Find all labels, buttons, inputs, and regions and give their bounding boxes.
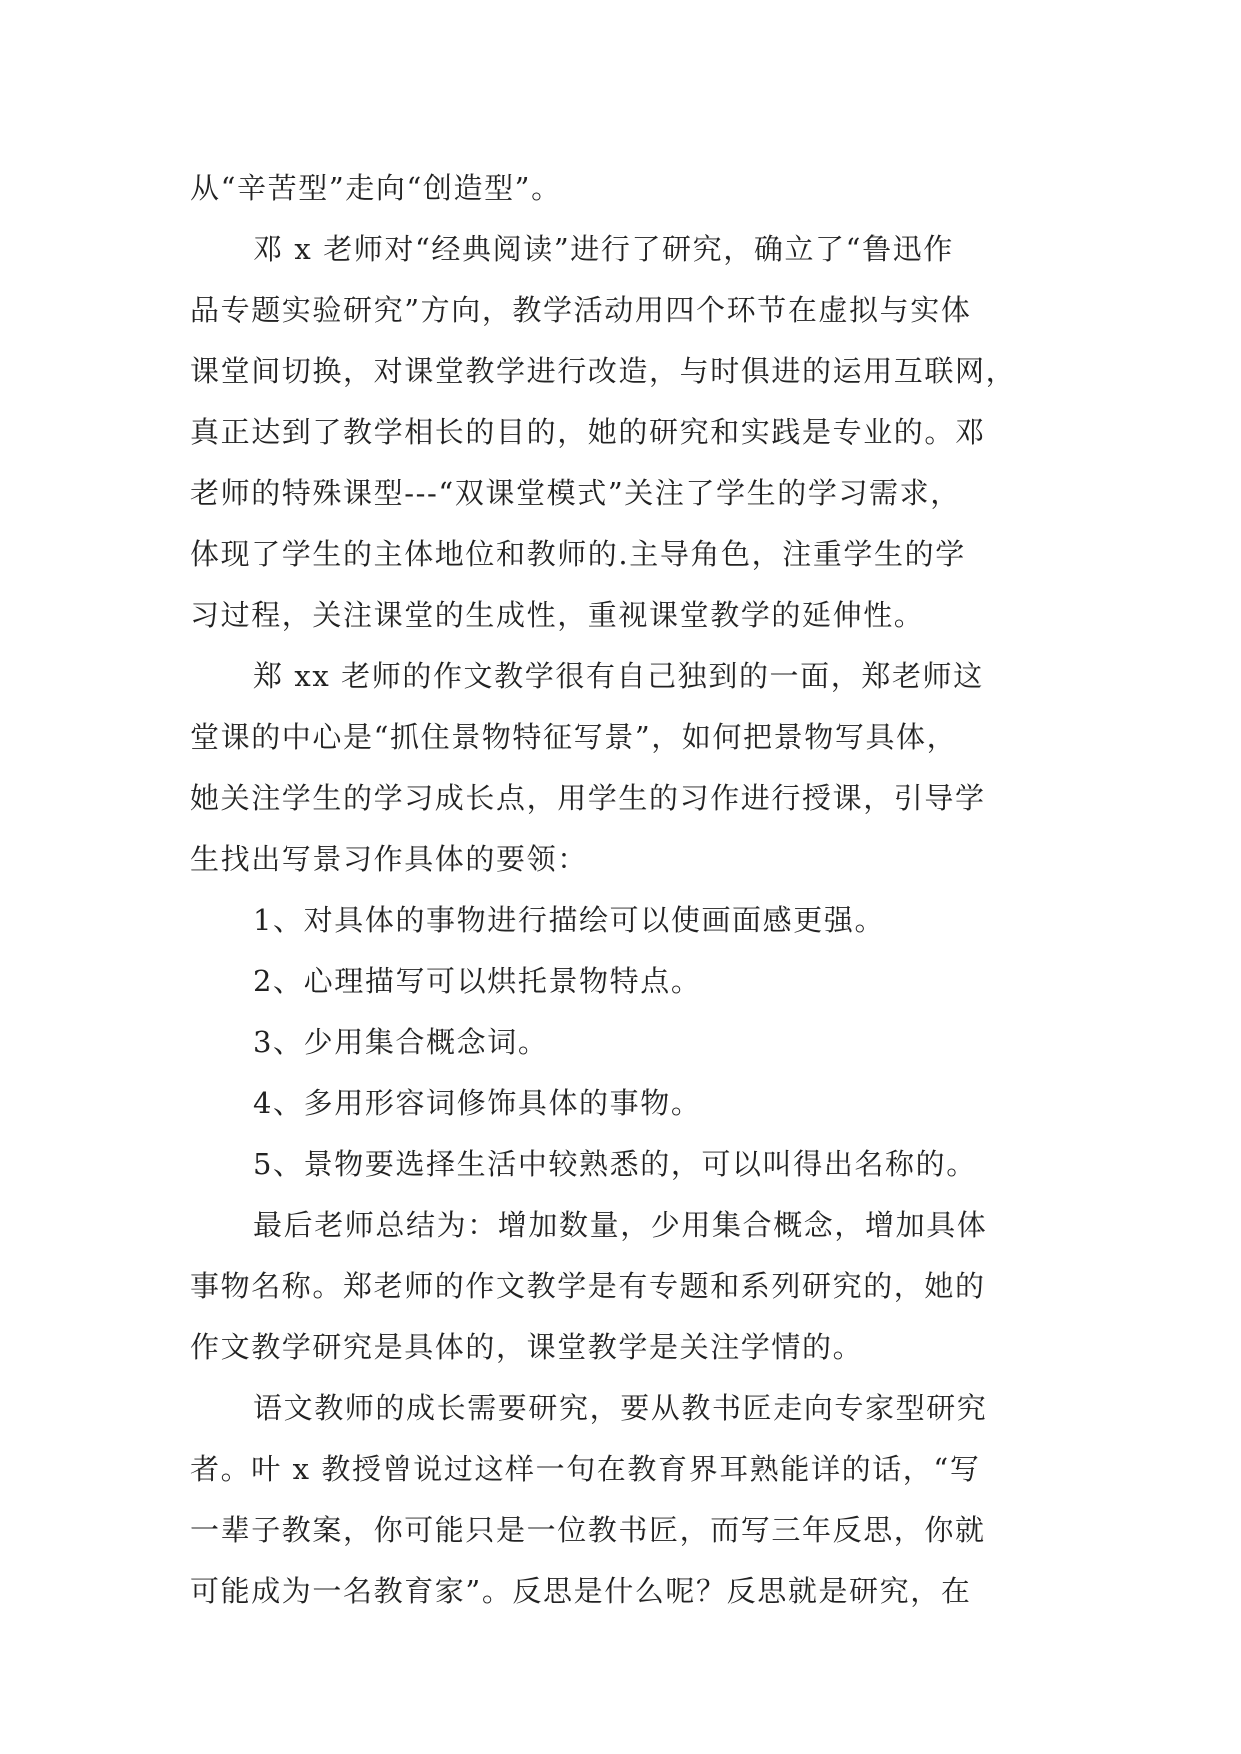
list-item: 5、景物要选择生活中较熟悉的，可以叫得出名称的。 [253,1147,977,1181]
text-line: 老师的特殊课型---“双课堂模式”关注了学生的学习需求， [190,476,961,510]
text-line: 从“辛苦型”走向“创造型”。 [190,171,562,205]
text-line: 者。叶 x 教授曾说过这样一句在教育界耳熟能详的话，“写 [190,1452,981,1486]
list-item: 1、对具体的事物进行描绘可以使画面感更强。 [253,903,886,937]
list-item: 4、多用形容词修饰具体的事物。 [253,1086,702,1120]
text-line: 邓 x 老师对“经典阅读”进行了研究，确立了“鲁迅作 [253,232,954,266]
list-item: 2、心理描写可以烘托景物特点。 [253,964,702,998]
text-line: 事物名称。郑老师的作文教学是有专题和系列研究的，她的 [190,1269,986,1303]
text-line: 品专题实验研究”方向，教学活动用四个环节在虚拟与实体 [190,293,972,327]
text-line: 一辈子教案，你可能只是一位教书匠，而写三年反思，你就 [190,1513,986,1547]
text-line: 最后老师总结为：增加数量，少用集合概念，增加具体 [253,1208,988,1242]
list-item: 3、少用集合概念词。 [253,1025,549,1059]
text-line: 语文教师的成长需要研究，要从教书匠走向专家型研究 [253,1391,988,1425]
body-text [190,158,1070,1622]
text-line: 生找出写景习作具体的要领： [190,842,588,876]
text-line: 郑 xx 老师的作文教学很有自己独到的一面，郑老师这 [253,659,984,693]
text-line: 堂课的中心是“抓住景物特征写景”，如何把景物写具体， [190,720,958,754]
text-line: 她关注学生的学习成长点，用学生的习作进行授课，引导学 [190,781,986,815]
text-line: 课堂间切换，对课堂教学进行改造，与时俱进的运用互联网， [190,354,1017,388]
text-line: 体现了学生的主体地位和教师的.主导角色，注重学生的学 [190,537,966,571]
text-line: 真正达到了教学相长的目的，她的研究和实践是专业的。邓 [190,415,986,449]
text-line: 作文教学研究是具体的，课堂教学是关注学情的。 [190,1330,864,1364]
text-line: 习过程，关注课堂的生成性，重视课堂教学的延伸性。 [190,598,925,632]
text-line: 可能成为一名教育家”。反思是什么呢？反思就是研究，在 [190,1574,972,1608]
